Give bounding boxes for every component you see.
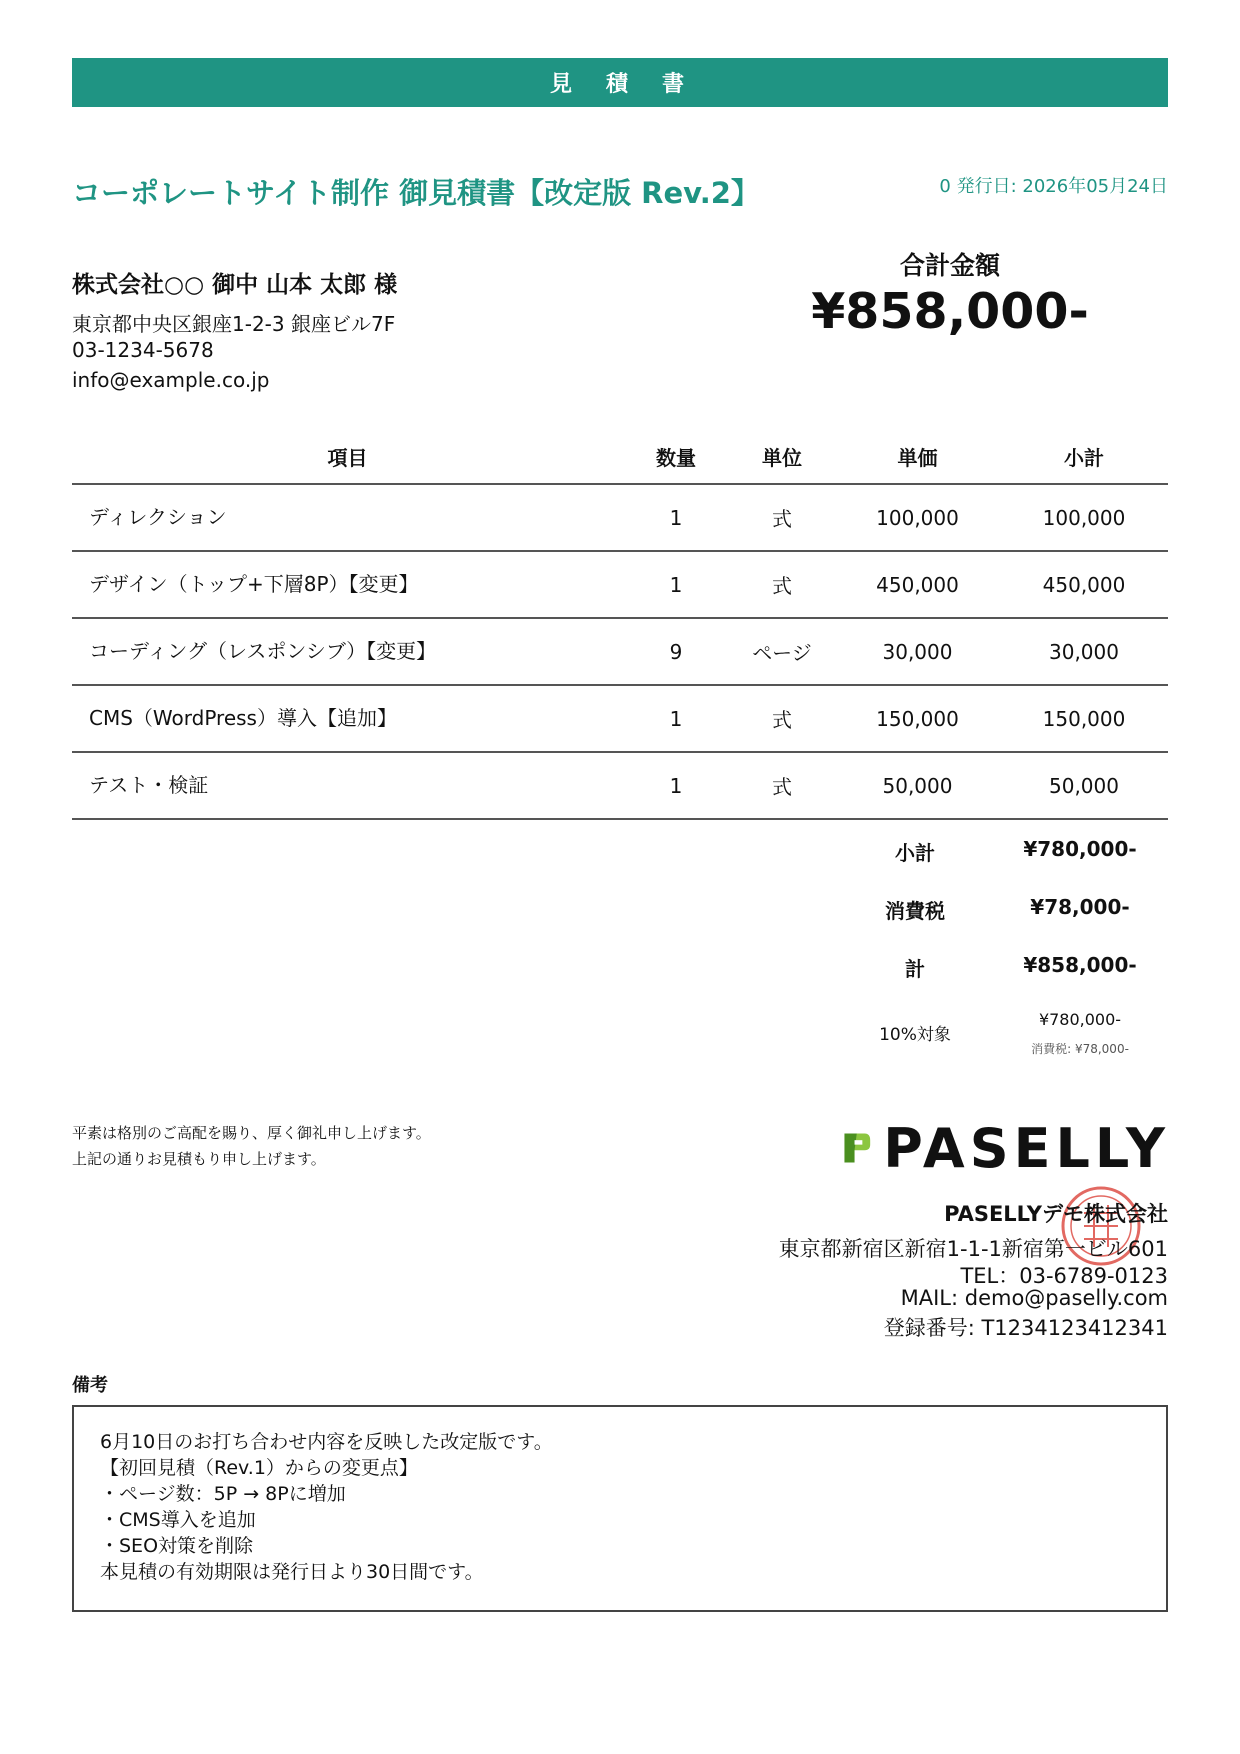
row-subtotal: 450,000 <box>1000 551 1168 618</box>
issuer-registration-number: 登録番号: T1234123412341 <box>883 1316 1168 1340</box>
table-header-row <box>72 430 1168 484</box>
total-amount-label: 合計金額 <box>899 251 1000 280</box>
row-unit: 式 <box>729 685 835 752</box>
header-item: 項目 <box>72 430 623 484</box>
greeting-line-1: 平素は格別のご高配を賜り、厚く御礼申し上げます。 <box>72 1124 431 1142</box>
table-row <box>72 618 1168 685</box>
row-unit-price: 100,000 <box>835 484 1000 551</box>
row-subtotal: 30,000 <box>1000 618 1168 685</box>
client-address: 東京都中央区銀座1-2-3 銀座ビル7F <box>72 312 396 336</box>
line-items-table <box>72 430 1168 820</box>
document-title: コーポレートサイト制作 御見積書【改定版 Rev.2】 <box>72 176 760 210</box>
summary-tax-label: 消費税 <box>885 899 945 923</box>
remarks-line: 6月10日のお打ち合わせ内容を反映した改定版です。 <box>100 1431 553 1453</box>
header-subtotal: 小計 <box>1000 430 1168 484</box>
row-item: ディレクション <box>72 484 623 551</box>
summary-subtotal-label: 小計 <box>895 841 935 865</box>
issuer-tel: TEL：03-6789-0123 <box>960 1264 1168 1288</box>
client-name: 株式会社○○ 御中 山本 太郎 様 <box>72 272 398 298</box>
remarks-line: 【初回見積（Rev.1）からの変更点】 <box>100 1457 418 1479</box>
total-amount: ¥858,000- <box>811 283 1089 340</box>
row-unit: 式 <box>729 484 835 551</box>
summary-tax-value: ¥78,000- <box>1030 895 1130 919</box>
row-unit-price: 150,000 <box>835 685 1000 752</box>
summary-total-value: ¥858,000- <box>1023 953 1137 977</box>
document-type-banner: 見 積 書 <box>72 58 1168 107</box>
remarks-line: 本見積の有効期限は発行日より30日間です。 <box>100 1561 484 1583</box>
client-email: info@example.co.jp <box>72 368 270 392</box>
issue-date: 0 発行日: 2026年05月24日 <box>939 176 1168 197</box>
row-subtotal: 50,000 <box>1000 752 1168 819</box>
row-unit: ページ <box>729 618 835 685</box>
row-subtotal: 150,000 <box>1000 685 1168 752</box>
table-row <box>72 551 1168 618</box>
remarks-line: ・ページ数：5P → 8Pに増加 <box>100 1483 346 1505</box>
row-item: CMS（WordPress）導入【追加】 <box>72 685 623 752</box>
remarks-label: 備考 <box>72 1375 108 1396</box>
row-quantity: 1 <box>623 484 729 551</box>
issuer-mail: MAIL: demo@paselly.com <box>900 1286 1168 1310</box>
row-quantity: 1 <box>623 685 729 752</box>
paselly-logo-icon <box>840 1118 871 1178</box>
row-item: デザイン（トップ+下層8P）【変更】 <box>72 551 623 618</box>
header-unit: 単位 <box>729 430 835 484</box>
remarks-line: ・CMS導入を追加 <box>100 1509 256 1531</box>
row-subtotal: 100,000 <box>1000 484 1168 551</box>
row-unit: 式 <box>729 551 835 618</box>
row-quantity: 9 <box>623 618 729 685</box>
row-quantity: 1 <box>623 551 729 618</box>
row-unit-price: 30,000 <box>835 618 1000 685</box>
tax-target-base: ¥780,000- <box>1038 1010 1122 1029</box>
remarks-box <box>72 1405 1168 1612</box>
client-phone: 03-1234-5678 <box>72 338 214 362</box>
row-item: テスト・検証 <box>72 752 623 819</box>
table-row <box>72 752 1168 819</box>
remarks-line: ・SEO対策を削除 <box>100 1535 254 1557</box>
company-logo <box>840 1117 1170 1179</box>
issuer-company-name: PASELLYデモ株式会社 <box>944 1202 1168 1226</box>
header-quantity: 数量 <box>623 430 729 484</box>
summary-total-label: 計 <box>905 957 925 981</box>
row-unit: 式 <box>729 752 835 819</box>
tax-target-label: 10%対象 <box>879 1025 951 1045</box>
table-row <box>72 484 1168 551</box>
row-unit-price: 50,000 <box>835 752 1000 819</box>
tax-target-detail: 消費税: ¥78,000- <box>1031 1042 1129 1056</box>
greeting-line-2: 上記の通りお見積もり申し上げます。 <box>72 1150 326 1168</box>
table-row <box>72 685 1168 752</box>
summary-subtotal-value: ¥780,000- <box>1023 837 1137 861</box>
row-item: コーディング（レスポンシブ）【変更】 <box>72 618 623 685</box>
issuer-address: 東京都新宿区新宿1-1-1新宿第一ビル601 <box>778 1237 1168 1261</box>
row-quantity: 1 <box>623 752 729 819</box>
header-unit-price: 単価 <box>835 430 1000 484</box>
company-logo-text: PASELLY <box>883 1116 1170 1180</box>
row-unit-price: 450,000 <box>835 551 1000 618</box>
